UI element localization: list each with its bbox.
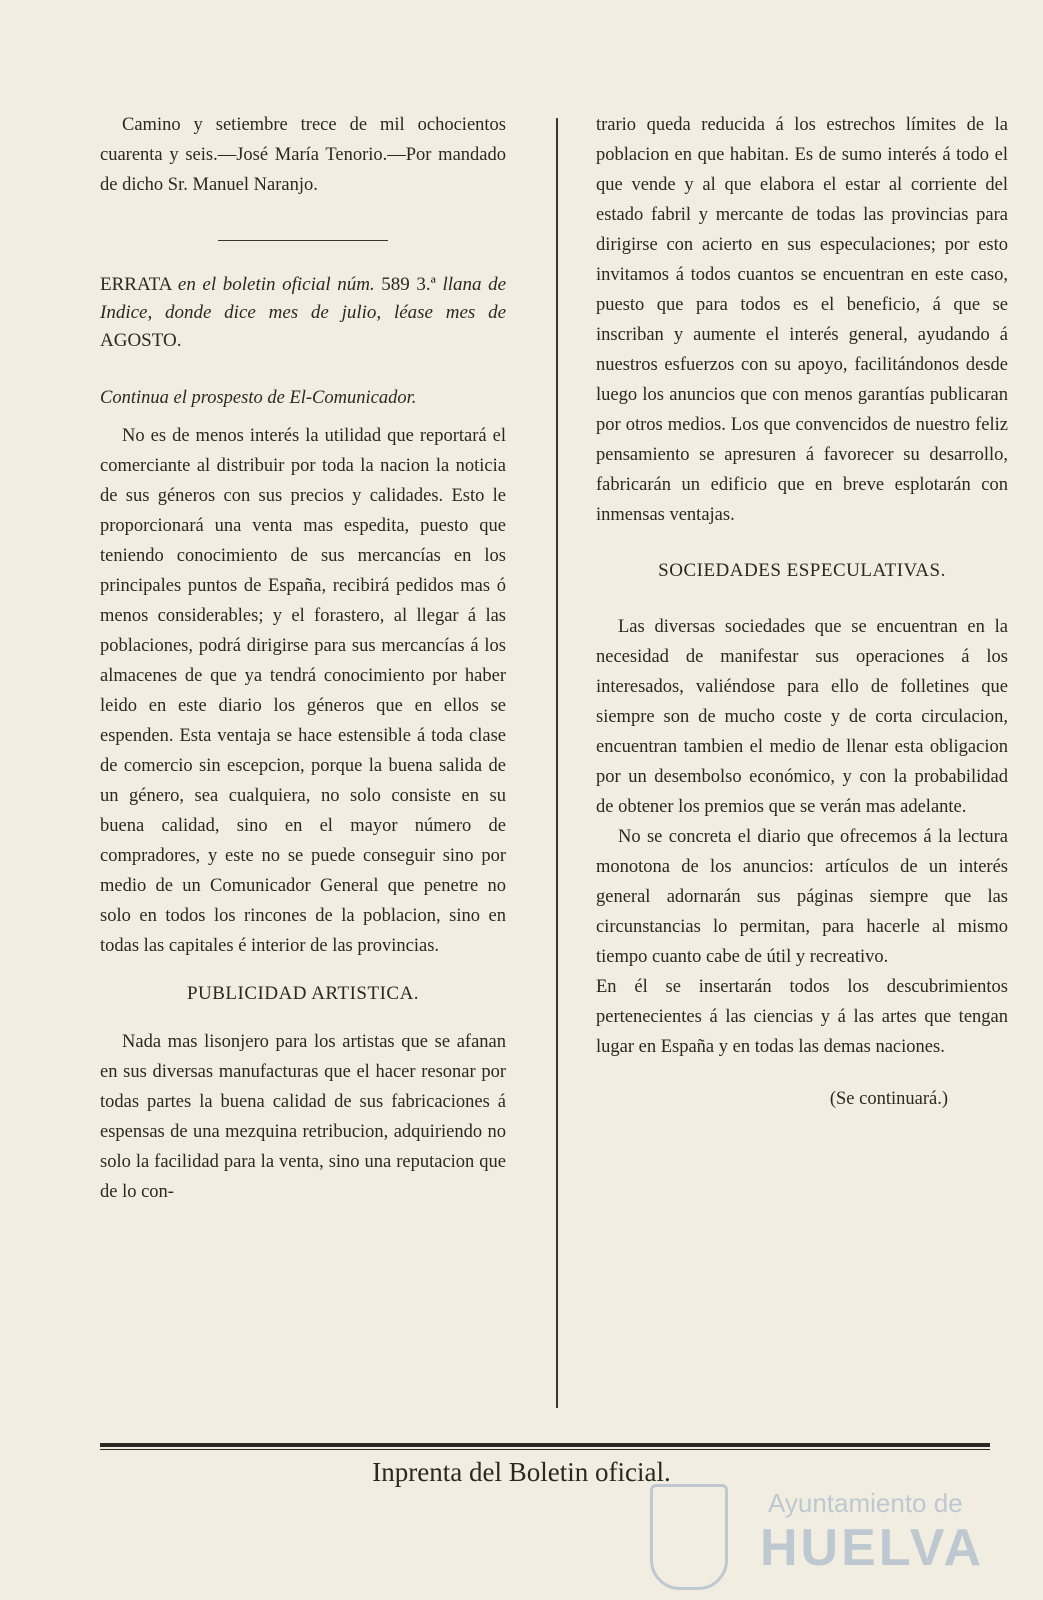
errata-note bbox=[100, 271, 506, 355]
paragraph-sociedades: Las diversas sociedades que se encuentran en la necesidad de manifestar sus operaciones á los interesados, valiéndose para ello de folletines que siempre son de mucho coste y de corta circulacion, encuentran tambien el medio de llenar esta obligacion por un desembolso económico, y con la probabilidad de obtener los premios que se verán mas adelante. bbox=[596, 617, 1008, 817]
left-column bbox=[100, 110, 506, 1207]
separator-rule bbox=[218, 240, 388, 241]
footer-rule-thin bbox=[100, 1449, 990, 1450]
errata-number: 589 bbox=[381, 274, 410, 295]
section-title-sociedades: SOCIEDADES ESPECULATIVAS. bbox=[658, 560, 946, 581]
watermark-line1: Ayuntamiento de bbox=[768, 1488, 963, 1518]
right-column bbox=[596, 110, 1008, 1114]
watermark-line2: HUELVA bbox=[760, 1519, 985, 1577]
section-title-publicidad: PUBLICIDAD ARTISTICA. bbox=[186, 983, 420, 1004]
imprint-line: Inprenta del Boletin oficial. bbox=[372, 1457, 671, 1487]
errata-month: AGOSTO. bbox=[100, 330, 182, 351]
intro-paragraph: Camino y setiembre trece de mil ochocientos cuarenta y seis.—José María Tenorio.—Por mandado de dicho Sr. Manuel Naranjo. bbox=[100, 115, 506, 195]
paragraph-artistas: Nada mas lisonjero para los artistas que se afanan en sus diversas manufacturas que el hacer resonar por todas partes la buena calidad de sus fabricaciones á espensas de una mezquina retribucion, adquiriendo no solo la facilidad para la venta, sino una reputacion que de lo con- bbox=[100, 1032, 506, 1202]
paragraph-continuation: trario queda reducida á los estrechos límites de la poblacion en que habitan. Es de sumo interés á todo el que vende y al que elabora el estar al corriente del estado fabril y mercante de todas las provincias para dirigirse con acierto en sus especulaciones; por esto invitamos á todos cuantos se encuentran en este caso, puesto que para todos es el beneficio, á que se inscriban y aumente el interés general, ayudando á nuestros esfuerzos con su apoyo, facilitándonos desde luego los anuncios que con menos garantías publicaran por otros medios. Los que convencidos de nuestro feliz pensamiento se apresuren á favorecer su desarrollo, fabricarán un edificio que en breve esplotarán con inmensas ventajas. bbox=[596, 115, 1008, 525]
errata-label: ERRATA bbox=[100, 274, 172, 295]
errata-correction: llana de Indice, donde dice mes de julio, léase mes de bbox=[100, 274, 507, 323]
column-divider bbox=[556, 118, 558, 1408]
errata-text: en el boletin oficial núm. bbox=[177, 274, 375, 295]
continua-heading: Continua el prospesto de El-Comunicador. bbox=[100, 388, 417, 408]
paragraph-diario: No se concreta el diario que ofrecemos á la lectura monotona de los anuncios: artículos de un interés general adornarán sus páginas siempre que las circunstancias lo permitan, para hacerle al mismo tiempo cuanto cabe de útil y recreativo. bbox=[596, 827, 1008, 967]
coat-of-arms-icon bbox=[650, 1484, 728, 1590]
footer-rule bbox=[100, 1443, 990, 1447]
continuation-note: (Se continuará.) bbox=[829, 1089, 948, 1109]
errata-page: 3.ª bbox=[416, 274, 436, 295]
archive-watermark bbox=[650, 1482, 985, 1592]
paragraph-descubrimientos: En él se insertarán todos los descubrimientos pertenecientes á las ciencias y á las artes que tengan lugar en España y en todas las demas naciones. bbox=[596, 977, 1008, 1057]
paragraph-comerciante: No es de menos interés la utilidad que reportará el comerciante al distribuir por toda la nacion la noticia de sus géneros con sus precios y calidades. Esto le proporcionará una venta mas espedita, puesto que teniendo conocimiento de sus mercancías en los principales puntos de España, recibirá pedidos mas ó menos considerables; y el forastero, al llegar á las poblaciones, podrá dirigirse para sus mercancías á los almacenes de que ya tendrá conocimiento por haber leido en este diario los géneros que en ellos se espenden. Esta ventaja se hace estensible á toda clase de comercio sin escepcion, porque la buena salida de un género, sea cualquiera, no solo consiste en su buena calidad, sino en el mayor número de compradores, y este no se puede conseguir sino por medio de un Comunicador General que penetre no solo en todos los rincones de la poblacion, sino en todas las capitales é interior de las provincias. bbox=[100, 426, 506, 956]
